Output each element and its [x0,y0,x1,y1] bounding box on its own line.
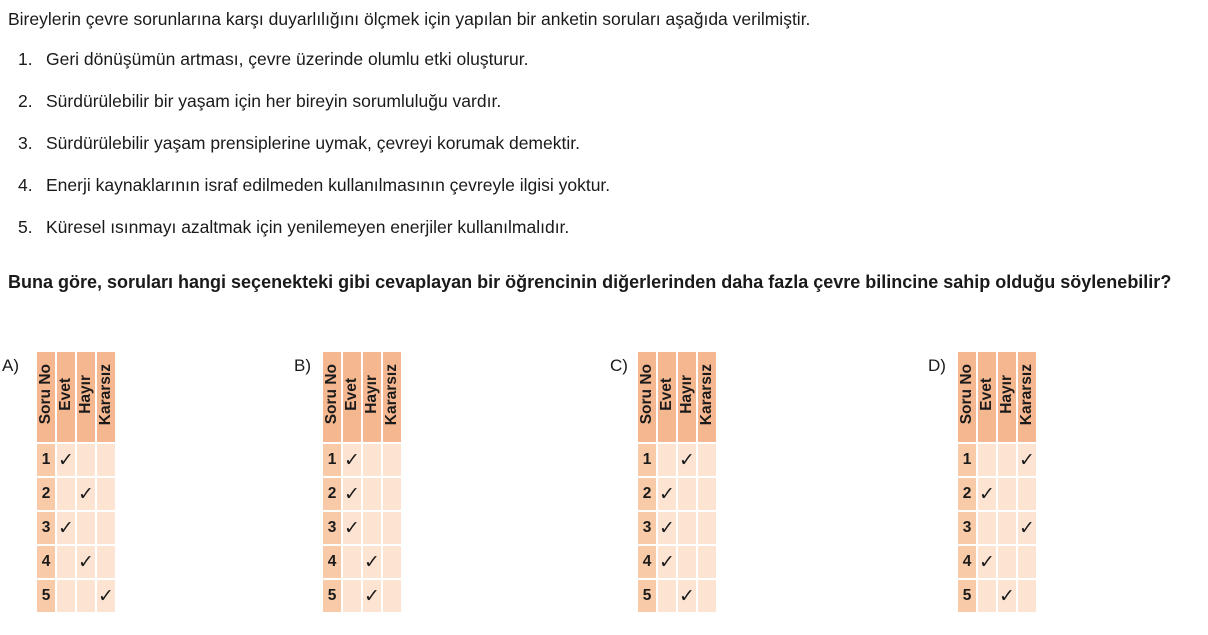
survey-item-number: 1. [18,49,33,69]
table-row [323,546,401,578]
table-row [323,580,401,612]
table-header-row [323,352,401,442]
kararsiz-cell [1018,478,1036,510]
survey-item-1 [18,48,610,90]
evet-cell: ✓ [658,478,676,510]
hayir-cell: ✓ [998,580,1016,612]
table-row [323,478,401,510]
table-row [958,580,1036,612]
option-label: C) [610,356,628,375]
evet-cell [57,580,75,612]
question-number-cell: 1 [323,444,341,476]
header-label: Soru No [958,364,975,425]
hayir-cell [998,546,1016,578]
survey-item-number: 3. [18,133,33,153]
evet-cell [343,546,361,578]
survey-question-list [18,48,610,258]
table-row [37,580,115,612]
kararsiz-cell [97,444,115,476]
evet-cell: ✓ [658,546,676,578]
hayir-cell [678,512,696,544]
question-number-cell: 4 [37,546,55,578]
header-label: Kararsız [1018,363,1035,426]
header-hayir [998,352,1016,442]
survey-item-text: Sürdürülebilir bir yaşam için her bireyin sorumluluğu vardır. [46,91,502,111]
table-row [958,512,1036,544]
evet-cell: ✓ [343,444,361,476]
header-hayir [77,352,95,442]
kararsiz-cell [383,478,401,510]
table-header-row [37,352,115,442]
hayir-cell [998,512,1016,544]
kararsiz-cell [97,546,115,578]
table-row [958,478,1036,510]
header-label: Evet [343,378,360,411]
header-label: Hayır [678,375,695,414]
survey-item-text: Geri dönüşümün artması, çevre üzerinde olumlu etki oluşturur. [46,49,529,69]
header-evet [57,352,75,442]
question-number-cell: 2 [958,478,976,510]
header-label: Kararsız [698,363,715,426]
kararsiz-cell [1018,546,1036,578]
evet-cell [978,580,996,612]
option-label: B) [294,356,311,375]
evet-cell [658,580,676,612]
survey-item-number: 5. [18,217,33,237]
header-soru-no [958,352,976,442]
kararsiz-cell [698,546,716,578]
question-number-cell: 1 [37,444,55,476]
hayir-cell [363,512,381,544]
table-row [958,546,1036,578]
question-number-cell: 3 [323,512,341,544]
header-kararsiz [698,352,716,442]
intro-text: Bireylerin çevre sorunlarına karşı duyarlılığını ölçmek için yapılan bir anketin soruları aşağıda verilmiştir. [8,9,811,29]
survey-item-number: 2. [18,91,33,111]
table-row [37,546,115,578]
hayir-cell: ✓ [678,444,696,476]
table-row [37,444,115,476]
header-soru-no [37,352,55,442]
answer-table [956,350,1038,614]
evet-cell: ✓ [57,512,75,544]
evet-cell: ✓ [343,478,361,510]
hayir-cell [77,512,95,544]
hayir-cell [678,478,696,510]
evet-cell [57,546,75,578]
evet-cell: ✓ [343,512,361,544]
table-row [638,580,716,612]
question-number-cell: 4 [958,546,976,578]
evet-cell: ✓ [658,512,676,544]
kararsiz-cell [383,580,401,612]
kararsiz-cell [97,478,115,510]
hayir-cell [678,546,696,578]
header-soru-no [638,352,656,442]
evet-cell [978,444,996,476]
table-row [323,444,401,476]
question-number-cell: 4 [638,546,656,578]
table-header-row [638,352,716,442]
header-label: Hayır [998,375,1015,414]
table-header-row [958,352,1036,442]
header-label: Soru No [323,364,340,425]
hayir-cell: ✓ [363,546,381,578]
kararsiz-cell [383,444,401,476]
kararsiz-cell [383,546,401,578]
header-evet [658,352,676,442]
hayir-cell [998,444,1016,476]
kararsiz-cell: ✓ [1018,444,1036,476]
question-number-cell: 3 [37,512,55,544]
table-row [323,512,401,544]
header-evet [978,352,996,442]
question-number-cell: 4 [323,546,341,578]
table-row [638,512,716,544]
table-row [638,546,716,578]
header-label: Hayır [363,375,380,414]
question-number-cell: 2 [638,478,656,510]
survey-item-2 [18,90,610,132]
survey-item-text: Enerji kaynaklarının israf edilmeden kullanılmasının çevreyle ilgisi yoktur. [46,175,611,195]
question-number-cell: 5 [37,580,55,612]
table-row [638,478,716,510]
hayir-cell: ✓ [77,546,95,578]
evet-cell [978,512,996,544]
evet-cell: ✓ [57,444,75,476]
question-number-cell: 2 [37,478,55,510]
option-label: D) [928,356,946,375]
question-number-cell: 5 [323,580,341,612]
table-row [638,444,716,476]
header-hayir [363,352,381,442]
hayir-cell [363,444,381,476]
answer-table [35,350,117,614]
header-kararsiz [1018,352,1036,442]
evet-cell: ✓ [978,478,996,510]
evet-cell: ✓ [978,546,996,578]
table-row [37,478,115,510]
question-number-cell: 5 [958,580,976,612]
kararsiz-cell [698,478,716,510]
header-label: Soru No [638,364,655,425]
hayir-cell [998,478,1016,510]
question-number-cell: 3 [958,512,976,544]
kararsiz-cell [698,512,716,544]
hayir-cell [77,580,95,612]
table-row [37,512,115,544]
question-number-cell: 2 [323,478,341,510]
header-kararsiz [383,352,401,442]
kararsiz-cell [97,512,115,544]
evet-cell [343,580,361,612]
question-number-cell: 1 [958,444,976,476]
kararsiz-cell: ✓ [97,580,115,612]
header-label: Evet [658,378,675,411]
hayir-cell: ✓ [363,580,381,612]
survey-item-3 [18,132,610,174]
hayir-cell: ✓ [678,580,696,612]
hayir-cell [77,444,95,476]
header-soru-no [323,352,341,442]
kararsiz-cell: ✓ [1018,512,1036,544]
question-number-cell: 5 [638,580,656,612]
header-label: Kararsız [97,363,114,426]
question-number-cell: 1 [638,444,656,476]
question-number-cell: 3 [638,512,656,544]
kararsiz-cell [383,512,401,544]
evet-cell [57,478,75,510]
survey-item-text: Küresel ısınmayı azaltmak için yenilemeyen enerjiler kullanılmalıdır. [46,217,570,237]
question-text: Buna göre, soruları hangi seçenekteki gibi cevaplayan bir öğrencinin diğerlerinden daha fazla çevre bilincine sahip olduğu söylenebilir? [8,272,1172,292]
header-label: Evet [978,378,995,411]
survey-item-5 [18,216,610,258]
survey-item-4 [18,174,610,216]
header-evet [343,352,361,442]
table-row [958,444,1036,476]
hayir-cell [363,478,381,510]
kararsiz-cell [698,580,716,612]
survey-item-number: 4. [18,175,33,195]
header-label: Kararsız [383,363,400,426]
header-label: Evet [57,378,74,411]
header-kararsiz [97,352,115,442]
answer-table [636,350,718,614]
hayir-cell: ✓ [77,478,95,510]
option-label: A) [2,356,19,375]
header-label: Hayır [77,375,94,414]
header-label: Soru No [37,364,54,425]
evet-cell [658,444,676,476]
kararsiz-cell [698,444,716,476]
kararsiz-cell [1018,580,1036,612]
header-hayir [678,352,696,442]
answer-table [321,350,403,614]
survey-item-text: Sürdürülebilir yaşam prensiplerine uymak, çevreyi korumak demektir. [46,133,580,153]
